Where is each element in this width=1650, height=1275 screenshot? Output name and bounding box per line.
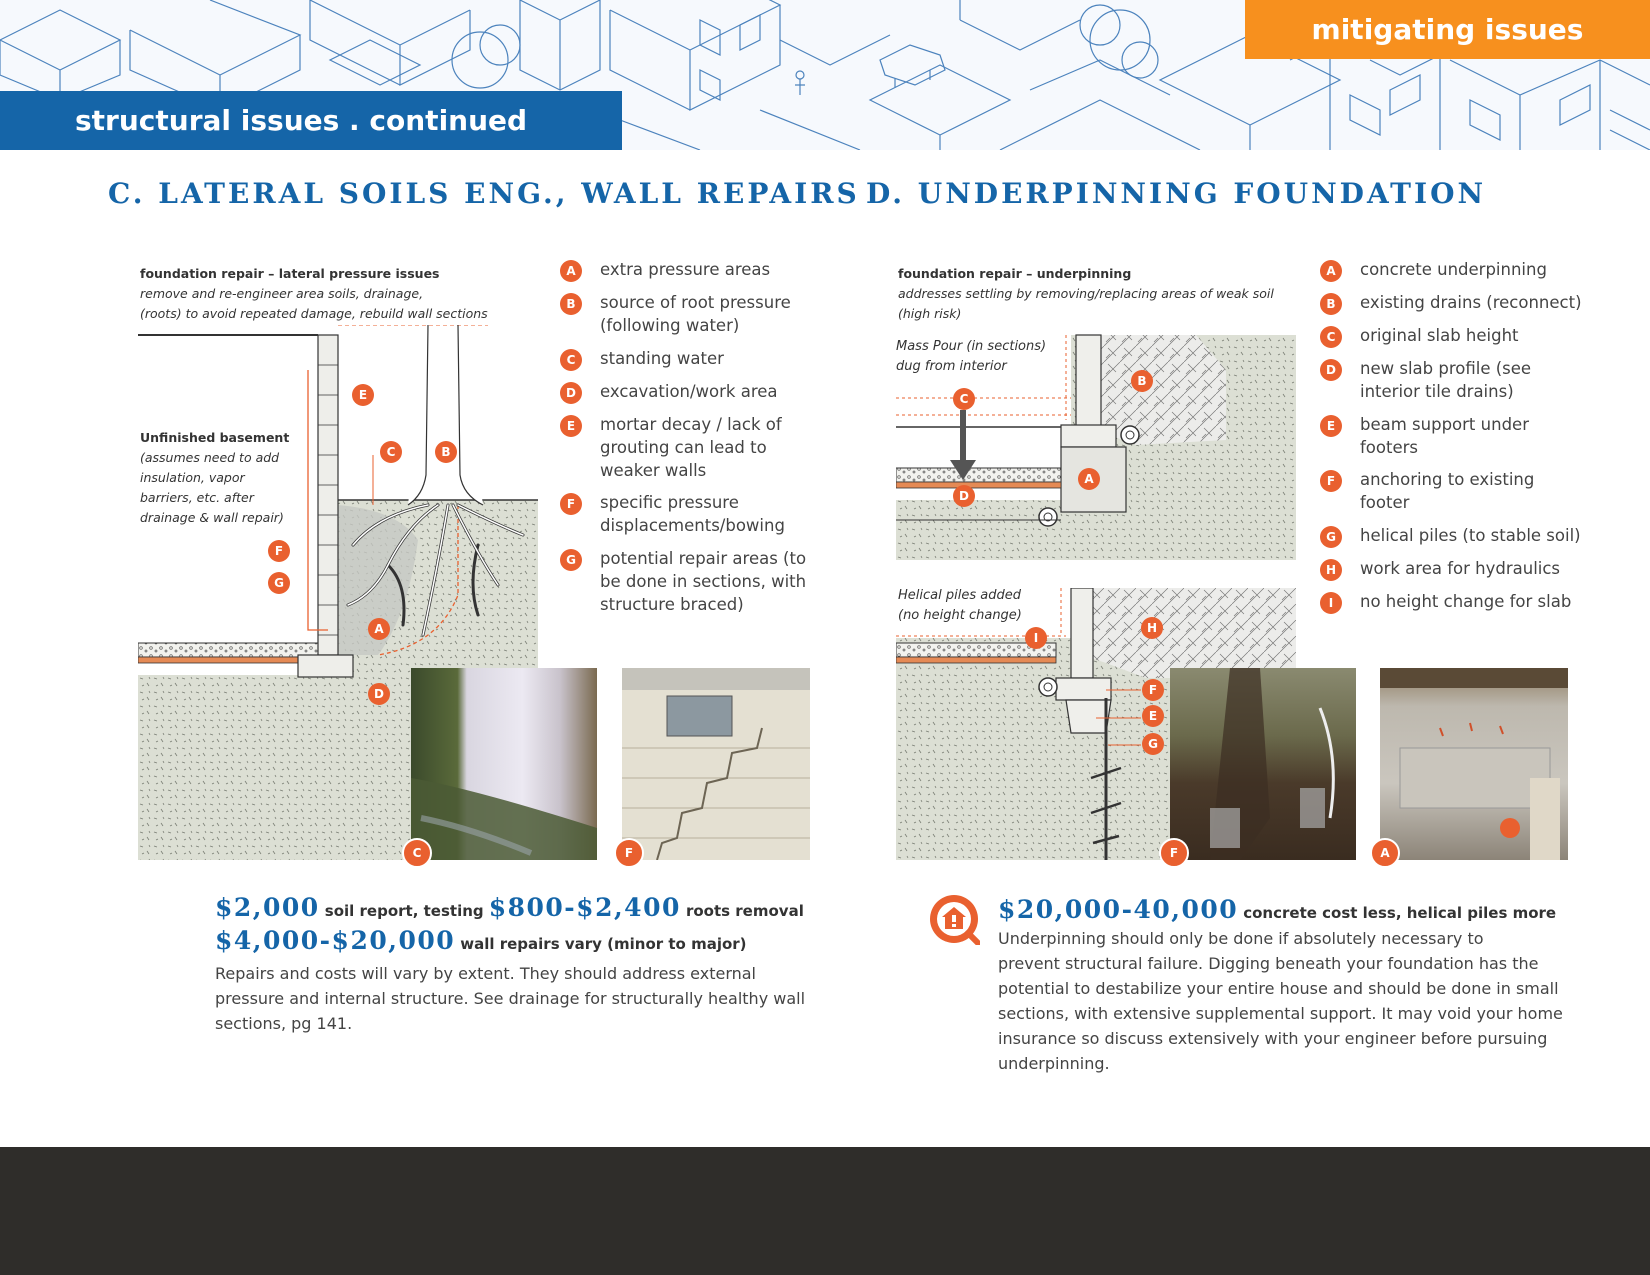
helical-note <box>898 586 1022 626</box>
legend-d-badge-g: G <box>1320 526 1342 548</box>
legend-item-b <box>600 291 791 337</box>
legend-text: standing water <box>600 349 724 368</box>
legend-d-item-c <box>1360 324 1519 347</box>
d-marker-g: G <box>1142 733 1164 755</box>
diagram-marker-a: A <box>368 618 390 640</box>
legend-d-item-d <box>1360 357 1531 403</box>
price-underpinning-label: concrete cost less, helical piles more <box>1243 904 1557 922</box>
legend-d-badge-b: B <box>1320 293 1342 315</box>
legend-badge-d: D <box>560 382 582 404</box>
legend-text: interior tile drains) <box>1360 382 1514 401</box>
photo-marker-f-d: F <box>1159 838 1189 868</box>
legend-d-badge-h: H <box>1320 559 1342 581</box>
body-line: pressure and internal structure. See drainage for structurally healthy wall <box>215 989 806 1008</box>
price-soil-report: $2,000 <box>215 893 320 922</box>
legend-d-badge-e: E <box>1320 415 1342 437</box>
legend-item-a <box>600 258 770 281</box>
basement-note-line: insulation, vapor <box>140 470 245 485</box>
legend-d-badge-f: F <box>1320 470 1342 492</box>
mass-pour-line: Mass Pour (in sections) <box>896 339 1047 354</box>
lateral-diagram-subtitle-2: (roots) to avoid repeated damage, rebuild wall sections <box>140 306 488 321</box>
legend-text: footers <box>1360 438 1418 457</box>
legend-text: helical piles (to stable soil) <box>1360 526 1581 545</box>
legend-d-item-g <box>1360 524 1581 547</box>
legend-item-g <box>600 547 806 616</box>
legend-text: source of root pressure <box>600 293 791 312</box>
legend-text: (following water) <box>600 316 740 335</box>
lateral-diagram-subtitle-1: remove and re-engineer area soils, drainage, <box>140 286 424 301</box>
legend-text: footer <box>1360 493 1410 512</box>
house-warning-icon <box>928 893 980 945</box>
legend-text: beam support under <box>1360 415 1529 434</box>
legend-d <box>1320 260 1640 630</box>
legend-d-item-f <box>1360 468 1534 514</box>
underpinning-diagram-subtitle-2: (high risk) <box>898 306 962 321</box>
bowed-wall-photo <box>622 668 810 860</box>
legend-badge-f: F <box>560 493 582 515</box>
standing-water-photo <box>411 668 597 860</box>
body-line: prevent structural failure. Digging beneath your foundation has the <box>998 954 1539 973</box>
legend-text: original slab height <box>1360 326 1519 345</box>
legend-text: new slab profile (see <box>1360 359 1532 378</box>
section-c-title: C. LATERAL SOILS ENG., WALL REPAIRS <box>108 177 860 210</box>
legend-d-item-h <box>1360 557 1560 580</box>
mass-pour-line: dug from interior <box>896 359 1007 374</box>
legend-c <box>560 260 830 630</box>
legend-badge-e: E <box>560 415 582 437</box>
legend-d-badge-c: C <box>1320 326 1342 348</box>
legend-d-badge-d: D <box>1320 359 1342 381</box>
d-marker-i: I <box>1025 627 1047 649</box>
page-footer <box>0 1147 1650 1275</box>
legend-d-badge-i: I <box>1320 592 1342 614</box>
basement-note-line: (assumes need to add <box>140 450 280 465</box>
lateral-diagram-heading: foundation repair – lateral pressure issues <box>140 266 440 281</box>
price-soil-report-label: soil report, testing <box>324 902 484 920</box>
diagram-marker-f: F <box>268 540 290 562</box>
helical-line: (no height change) <box>898 608 1022 623</box>
legend-text: displacements/bowing <box>600 516 785 535</box>
basement-note-line: drainage & wall repair) <box>140 510 284 525</box>
legend-text: be done in sections, with <box>600 572 807 591</box>
underpinning-diagram-caption <box>898 264 1274 324</box>
price-underpinning: $20,000-40,000 <box>998 895 1239 924</box>
legend-d-item-a <box>1360 258 1547 281</box>
photo-marker-c: C <box>402 838 432 868</box>
cost-line-d <box>998 895 1556 924</box>
body-line: insurance so discuss extensively with your engineer before pursuing <box>998 1029 1548 1048</box>
legend-text: structure braced) <box>600 595 744 614</box>
body-line: Underpinning should only be done if absolutely necessary to <box>998 929 1484 948</box>
lateral-diagram-caption <box>140 264 488 324</box>
price-roots: $800-$2,400 <box>488 893 681 922</box>
section-d-title: D. UNDERPINNING FOUNDATION <box>866 177 1487 210</box>
legend-text: specific pressure <box>600 493 739 512</box>
legend-badge-b: B <box>560 293 582 315</box>
diagram-marker-g: G <box>268 572 290 594</box>
basement-note-heading: Unfinished basement <box>140 430 290 445</box>
d-marker-c: C <box>953 388 975 410</box>
underpinning-diagram-heading: foundation repair – underpinning <box>898 266 1132 281</box>
price-roots-label: roots removal <box>685 902 804 920</box>
legend-d-item-e <box>1360 413 1529 459</box>
legend-item-f <box>600 491 785 537</box>
legend-text: potential repair areas (to <box>600 549 807 568</box>
body-line: Repairs and costs will vary by extent. They should address external <box>215 964 756 983</box>
helical-line: Helical piles added <box>898 588 1021 603</box>
legend-text: no height change for slab <box>1360 592 1572 611</box>
basement-note <box>140 428 289 528</box>
body-line: sections, with extensive supplemental support. It may void your home <box>998 1004 1563 1023</box>
d-marker-h: H <box>1141 617 1163 639</box>
concrete-underpinning-photo <box>1380 668 1568 860</box>
underpinning-diagram-subtitle-1: addresses settling by removing/replacing areas of weak soil <box>898 286 1274 301</box>
legend-text: weaker walls <box>600 461 707 480</box>
d-marker-d: D <box>953 485 975 507</box>
section-tag-mitigating: mitigating issues <box>1245 0 1650 59</box>
diagram-marker-e: E <box>352 384 374 406</box>
diagram-marker-c: C <box>380 441 402 463</box>
price-wall-repairs-label: wall repairs vary (minor to major) <box>460 935 747 953</box>
section-tag-structural: structural issues . continued <box>0 91 622 150</box>
d-marker-b: B <box>1131 370 1153 392</box>
photo-marker-a-d: A <box>1370 838 1400 868</box>
d-marker-e: E <box>1142 705 1164 727</box>
cost-line-2 <box>215 926 747 955</box>
section-c-body <box>215 961 815 1036</box>
legend-text: concrete underpinning <box>1360 260 1547 279</box>
section-d-body <box>998 926 1598 1076</box>
legend-text: grouting can lead to <box>600 438 767 457</box>
legend-text: extra pressure areas <box>600 260 771 279</box>
photo-marker-f: F <box>614 838 644 868</box>
legend-d-item-b <box>1360 291 1582 314</box>
helical-piles-photo <box>1170 668 1356 860</box>
legend-badge-a: A <box>560 260 582 282</box>
diagram-marker-b: B <box>435 441 457 463</box>
legend-d-item-i <box>1360 590 1571 613</box>
basement-note-line: barriers, etc. after <box>140 490 254 505</box>
mass-pour-note <box>896 337 1046 377</box>
legend-badge-g: G <box>560 549 582 571</box>
legend-text: mortar decay / lack of <box>600 415 782 434</box>
legend-text: anchoring to existing <box>1360 470 1535 489</box>
diagram-marker-d: D <box>368 683 390 705</box>
legend-text: excavation/work area <box>600 382 778 401</box>
cost-line-1 <box>215 893 804 922</box>
legend-text: work area for hydraulics <box>1360 559 1561 578</box>
legend-badge-c: C <box>560 349 582 371</box>
price-wall-repairs: $4,000-$20,000 <box>215 926 456 955</box>
body-line: underpinning. <box>998 1054 1110 1073</box>
legend-item-e <box>600 413 782 482</box>
body-line: sections, pg 141. <box>215 1014 353 1033</box>
legend-text: existing drains (reconnect) <box>1360 293 1582 312</box>
d-marker-f: F <box>1142 679 1164 701</box>
d-marker-a: A <box>1078 468 1100 490</box>
legend-item-d <box>600 380 778 403</box>
body-line: potential to destabilize your entire house and should be done in small <box>998 979 1559 998</box>
legend-d-badge-a: A <box>1320 260 1342 282</box>
legend-item-c <box>600 347 724 370</box>
